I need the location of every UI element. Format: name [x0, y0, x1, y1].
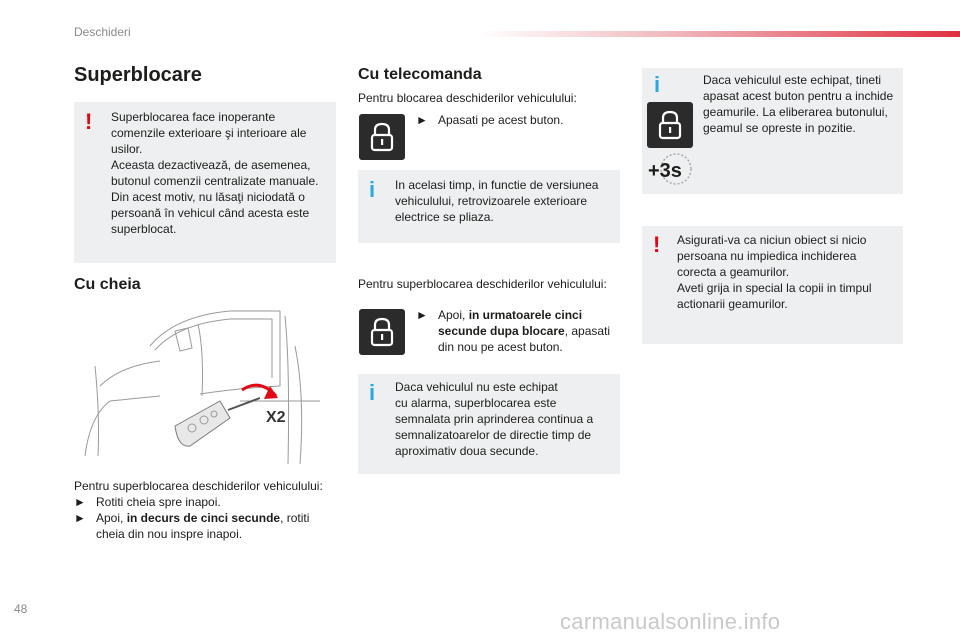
info-icon: i — [654, 72, 661, 97]
warning-line: Din acest motiv, nu lăsaţi niciodată o — [111, 190, 305, 204]
alarm-info-text — [395, 379, 615, 459]
bullet-arrow-icon: ► — [416, 113, 428, 127]
lock-button-icon — [359, 309, 405, 355]
page-number: 48 — [14, 602, 28, 616]
superlock-step-line1 — [416, 307, 621, 323]
bullet-arrow-icon: ► — [416, 308, 428, 322]
key-step-1-text: Rotiti cheia spre inapoi. — [96, 495, 221, 509]
key-turn-illustration — [80, 306, 336, 464]
remote-step-1-text: Apasati pe acest buton. — [438, 113, 564, 127]
warning-line: Asigurati-va ca niciun obiect si nicio — [677, 233, 867, 247]
info-line: geamul se opreste in pozitie. — [703, 121, 856, 135]
window-safety-text — [677, 232, 899, 312]
info-line: In acelasi timp, in functie de versiunea — [395, 178, 599, 192]
superlock-step-line2 — [416, 323, 621, 339]
warning-line: persoana nu impiedica inchiderea — [677, 249, 857, 263]
window-close-info-text — [703, 72, 901, 136]
car-door-key-icon — [80, 306, 336, 464]
superlock-step-post: , apasati — [564, 324, 611, 338]
mirror-info-text — [395, 177, 615, 225]
info-line: semnalizatoarelor de directie timp de — [395, 428, 592, 442]
superlock-intro: Pentru superblocarea deschiderilor vehiculului: — [358, 277, 607, 291]
hold-timer-icon — [646, 152, 694, 186]
key-section-title: Cu cheia — [74, 276, 141, 293]
remote-step-1 — [416, 112, 563, 128]
info-line: Daca vehiculul nu este echipat — [395, 380, 558, 394]
hold-duration-label: +3s — [648, 160, 682, 182]
lock-button-icon — [359, 114, 405, 160]
bullet-arrow-icon: ► — [74, 511, 86, 525]
warning-line: Superblocarea face inoperante — [111, 110, 276, 124]
warning-line: superblocat. — [111, 222, 177, 236]
superlock-step-bold1: in urmatoarele cinci — [468, 308, 583, 322]
repeat-count-label: X2 — [266, 409, 286, 426]
info-line: electrice se pliaza. — [395, 210, 494, 224]
superlock-step-bold2: secunde dupa blocare — [438, 324, 565, 338]
warning-line: Aveti grija in special la copii in timpul — [677, 281, 872, 295]
site-watermark: carmanualsonline.info — [560, 609, 781, 634]
info-line: semnalata prin aprinderea continua a — [395, 412, 594, 426]
info-line: geamurile. La eliberarea butonului, — [703, 105, 888, 119]
window-close-info-box — [642, 68, 903, 194]
mirror-info-box — [358, 170, 620, 243]
page-title: Superblocare — [74, 64, 202, 86]
info-line: cu alarma, superblocarea este — [395, 396, 557, 410]
key-step-2-line2: cheia din nou inspre inapoi. — [96, 527, 243, 541]
key-step-2-post: , rotiti — [280, 511, 310, 525]
superlock-step-line3: din nou pe acest buton. — [438, 340, 563, 354]
warning-line: usilor. — [111, 142, 143, 156]
bullet-arrow-icon: ► — [74, 495, 86, 509]
warning-line: butonul comenzii centralizate manuale. — [111, 174, 319, 188]
warning-line: Aceasta dezactivează, de asemenea, — [111, 158, 311, 172]
warning-text — [111, 109, 331, 237]
remote-intro: Pentru blocarea deschiderilor vehiculului: — [358, 91, 577, 105]
info-icon: i — [369, 177, 376, 202]
header-divider — [480, 31, 960, 37]
key-step-2-pre: Apoi, — [96, 511, 127, 525]
remote-section-title: Cu telecomanda — [358, 66, 482, 83]
warning-line: comenzile exterioare şi interioare ale — [111, 126, 307, 140]
warning-line: persoană în vehicul când acesta este — [111, 206, 310, 220]
info-line: apasat acest buton pentru a inchide — [703, 89, 894, 103]
section-header: Deschideri — [74, 25, 131, 39]
key-intro: Pentru superblocarea deschiderilor vehiculului: — [74, 479, 323, 493]
warning-line: actionarii geamurilor. — [677, 297, 788, 311]
info-icon: i — [369, 380, 376, 405]
info-line: aproximativ doua secunde. — [395, 444, 539, 458]
info-line: Daca vehiculul este echipat, tineti — [703, 73, 882, 87]
warning-icon: ! — [653, 232, 661, 257]
key-instructions — [74, 478, 344, 542]
key-step-1 — [74, 494, 344, 510]
superlock-step-pre: Apoi, — [438, 308, 469, 322]
key-step-2-bold: in decurs de cinci secunde — [126, 511, 281, 525]
lock-button-icon — [647, 102, 693, 148]
alarm-info-box — [358, 374, 620, 474]
warning-line: corecta a geamurilor. — [677, 265, 790, 279]
key-step-2 — [74, 510, 344, 526]
superlock-step — [416, 307, 621, 355]
warning-icon: ! — [85, 109, 93, 134]
window-safety-warning-box — [642, 226, 903, 344]
superlock-warning-box — [74, 102, 336, 263]
info-line: vehiculului, retrovizoarele exterioare — [395, 194, 588, 208]
